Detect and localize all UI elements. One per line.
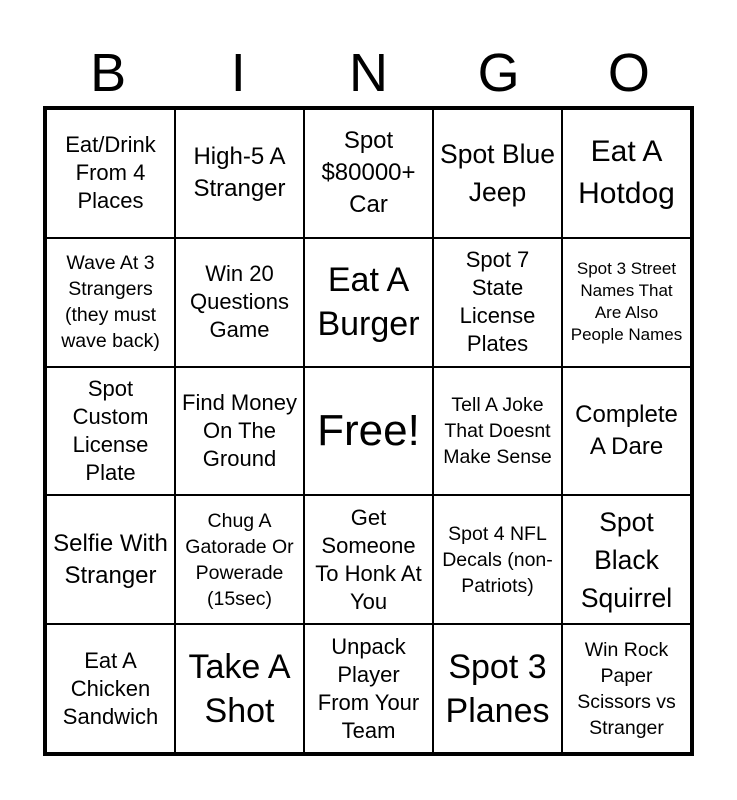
bingo-cell-o4[interactable]: Spot Black Squirrel xyxy=(562,495,691,624)
header-letter-i: I xyxy=(230,43,246,103)
bingo-cell-b3[interactable]: Spot Custom License Plate xyxy=(46,367,175,496)
header-letter-o: O xyxy=(607,43,650,103)
bingo-cell-b4[interactable]: Selfie With Stranger xyxy=(46,495,175,624)
bingo-cell-i3[interactable]: Find Money On The Ground xyxy=(175,367,304,496)
bingo-cell-n5[interactable]: Unpack Player From Your Team xyxy=(304,624,433,753)
bingo-cell-g3[interactable]: Tell A Joke That Doesnt Make Sense xyxy=(433,367,562,496)
header-letter-b: B xyxy=(90,43,127,103)
bingo-cell-n1[interactable]: Spot $80000+ Car xyxy=(304,109,433,238)
bingo-cell-o1[interactable]: Eat A Hotdog xyxy=(562,109,691,238)
bingo-cell-g4[interactable]: Spot 4 NFL Decals (non-Patriots) xyxy=(433,495,562,624)
bingo-cell-i4[interactable]: Chug A Gatorade Or Powerade (15sec) xyxy=(175,495,304,624)
bingo-cell-n2[interactable]: Eat A Burger xyxy=(304,238,433,367)
bingo-cell-free[interactable]: Free! xyxy=(304,367,433,496)
bingo-cell-g2[interactable]: Spot 7 State License Plates xyxy=(433,238,562,367)
bingo-cell-b1[interactable]: Eat/Drink From 4 Places xyxy=(46,109,175,238)
bingo-cell-g1[interactable]: Spot Blue Jeep xyxy=(433,109,562,238)
bingo-cell-o3[interactable]: Complete A Dare xyxy=(562,367,691,496)
bingo-cell-g5[interactable]: Spot 3 Planes xyxy=(433,624,562,753)
bingo-cell-o2[interactable]: Spot 3 Street Names That Are Also People Names xyxy=(562,238,691,367)
header-letter-n: N xyxy=(348,43,388,103)
bingo-cell-o5[interactable]: Win Rock Paper Scissors vs Stranger xyxy=(562,624,691,753)
bingo-cell-i5[interactable]: Take A Shot xyxy=(175,624,304,753)
bingo-cell-i1[interactable]: High-5 A Stranger xyxy=(175,109,304,238)
header-letter-g: G xyxy=(477,43,520,103)
bingo-header xyxy=(43,40,694,106)
bingo-cell-n4[interactable]: Get Someone To Honk At You xyxy=(304,495,433,624)
bingo-cell-i2[interactable]: Win 20 Questions Game xyxy=(175,238,304,367)
bingo-cell-b2[interactable]: Wave At 3 Strangers (they must wave back) xyxy=(46,238,175,367)
bingo-cell-b5[interactable]: Eat A Chicken Sandwich xyxy=(46,624,175,753)
bingo-card-grid xyxy=(43,106,694,756)
